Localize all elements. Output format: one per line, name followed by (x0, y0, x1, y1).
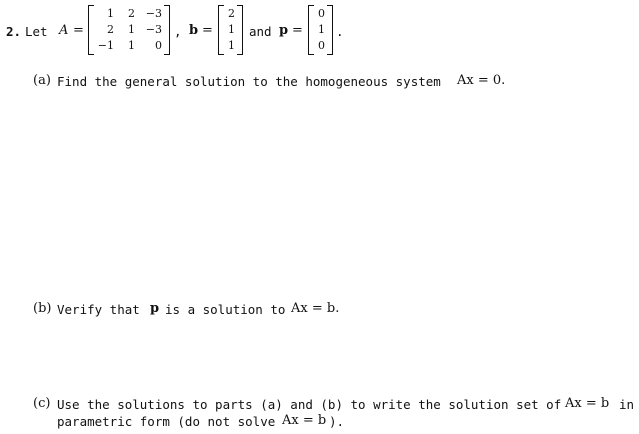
vector-entry: 1 (318, 23, 325, 36)
matrix-a (88, 5, 170, 55)
part-b-equation: Ax = b. (291, 301, 340, 316)
part-c-text: Use the solutions to parts (a) and (b) to write the solution set of (57, 397, 562, 412)
vector-p-symbol: p (150, 301, 160, 316)
right-bracket (237, 5, 243, 55)
part-b-text: Verify that (57, 302, 140, 317)
matrix-entry: 1 (107, 7, 114, 20)
vector-entry: 1 (228, 23, 235, 36)
vector-entry: 0 (318, 39, 325, 52)
matrix-entry: −3 (145, 7, 162, 20)
vector-p-entries (314, 5, 327, 55)
part-c-equation: Ax = b (565, 396, 610, 411)
matrix-entry: −1 (97, 39, 114, 52)
and-word: and (249, 24, 272, 39)
matrix-entry: 1 (128, 39, 135, 52)
equals-sign: = (292, 23, 303, 38)
matrix-entry: 2 (128, 7, 135, 20)
right-bracket (164, 5, 170, 55)
right-bracket (327, 5, 333, 55)
part-b-text: is a solution to (165, 302, 286, 317)
matrix-a-symbol: A (59, 23, 69, 38)
comma: , (174, 24, 182, 39)
part-c-text: parametric form (do not solve (57, 414, 276, 429)
vector-entry: 2 (228, 7, 235, 20)
vector-b-symbol: b (189, 23, 199, 38)
part-c-text: in (619, 397, 635, 412)
vector-p-symbol: p (279, 23, 289, 38)
vector-b-entries (224, 5, 237, 55)
vector-entry: 0 (318, 7, 325, 20)
part-a-label: (a) (33, 73, 51, 88)
part-a-equation: Ax = 0. (457, 73, 506, 88)
vector-p (308, 5, 333, 55)
matrix-entry: 1 (128, 23, 135, 36)
let-word: Let (25, 24, 48, 39)
part-c-text: ). (329, 414, 345, 429)
matrix-entry: 2 (107, 23, 114, 36)
problem-number: 2. (6, 24, 22, 39)
matrix-entry: 0 (155, 39, 162, 52)
matrix-a-entries (94, 5, 164, 55)
part-b-label: (b) (33, 301, 52, 316)
part-c-equation: Ax = b (282, 413, 327, 428)
vector-b (218, 5, 243, 55)
matrix-entry: −3 (145, 23, 162, 36)
period: . (336, 24, 344, 39)
equals-sign: = (73, 23, 84, 38)
vector-entry: 1 (228, 39, 235, 52)
equals-sign: = (202, 23, 213, 38)
part-c-label: (c) (33, 396, 51, 411)
part-a-text: Find the general solution to the homogeneous system (57, 74, 441, 89)
